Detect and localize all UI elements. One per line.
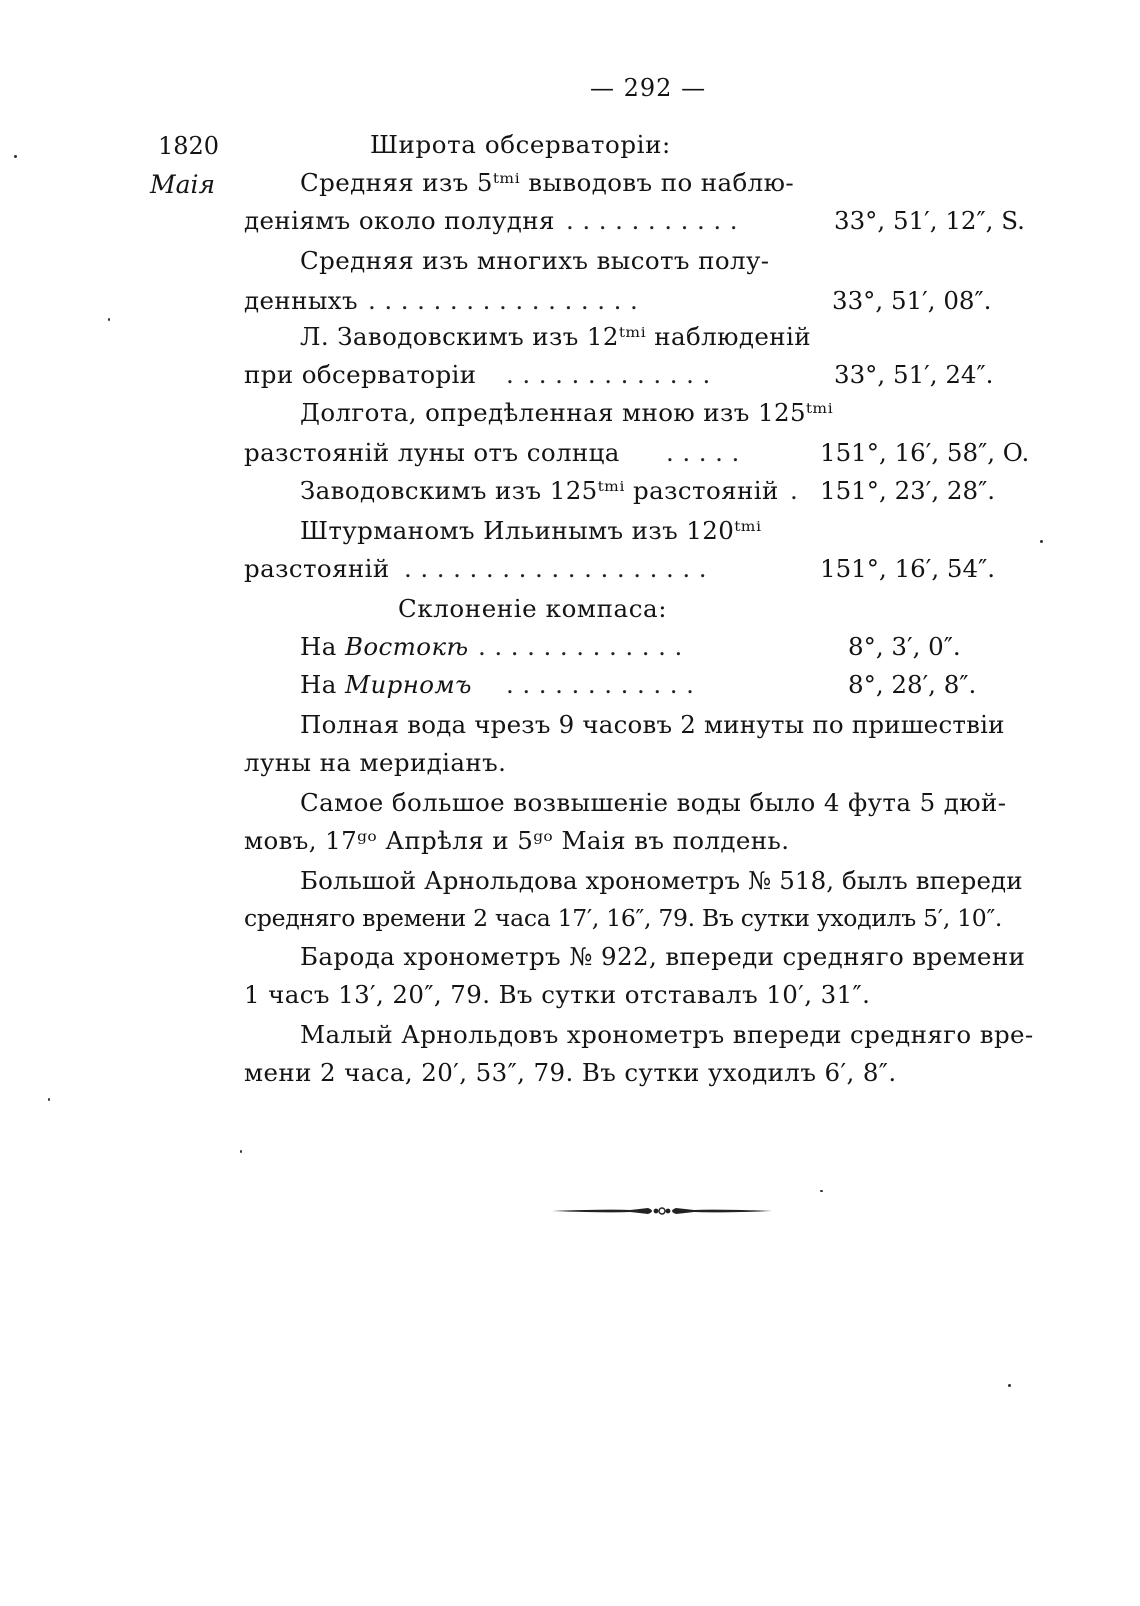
declination-row-1-ship: Востокѣ bbox=[344, 632, 469, 661]
entry-1-value: 33°, 51′, 12″, S. bbox=[834, 206, 1025, 235]
declination-row-2-ship: Мирномъ bbox=[344, 670, 472, 699]
scan-speck bbox=[1040, 540, 1043, 543]
ornamental-rule-icon bbox=[552, 1204, 772, 1218]
scan-speck bbox=[820, 1190, 823, 1192]
paragraph-2-line-1: Самое большое возвышеніе воды было 4 фута 5 дюй- bbox=[300, 788, 1007, 817]
declination-row-2-value: 8°, 28′, 8″. bbox=[848, 670, 977, 699]
paragraph-4-line-2: 1 часъ 13′, 20″, 79. Въ сутки отставалъ 10′, 31″. bbox=[244, 980, 871, 1009]
paragraph-5-line-2: мени 2 часа, 20′, 53″, 79. Въ сутки уходилъ 6′, 8″. bbox=[244, 1058, 897, 1087]
entry-5-value: 151°, 23′, 28″. bbox=[820, 476, 996, 505]
entry-2-line-1: Средняя изъ многихъ высотъ полу- bbox=[300, 246, 770, 275]
entry-2-line-2: денныхъ bbox=[244, 286, 358, 315]
entry-3-leader: . . . . . . . . . . . . . bbox=[506, 360, 711, 389]
scan-speck bbox=[108, 318, 110, 321]
entry-2-value: 33°, 51′, 08″. bbox=[832, 286, 992, 315]
declination-heading: Склоненіе компаса: bbox=[398, 594, 668, 623]
page-number: — 292 — bbox=[590, 74, 707, 102]
entry-1-line-2: деніямъ около полудня bbox=[244, 206, 555, 235]
entry-3-line-2: при обсерваторіи bbox=[244, 360, 477, 389]
entry-6-line-1: Штурманомъ Ильинымъ изъ 120ᵗᵐⁱ bbox=[300, 516, 762, 545]
declination-row-2-prefix: На bbox=[300, 670, 337, 699]
declination-row-1-prefix: На bbox=[300, 632, 337, 661]
paragraph-1-line-2: луны на меридіанъ. bbox=[244, 748, 507, 777]
entry-1-line-1: Средняя изъ 5ᵗᵐⁱ выводовъ по наблю- bbox=[300, 168, 795, 197]
entry-4-leader: . . . . . bbox=[666, 438, 740, 467]
entry-6-leader: . . . . . . . . . . . . . . . . . . . bbox=[404, 554, 707, 583]
entry-5-line-1: Заводовскимъ изъ 125ᵗᵐⁱ разстояній bbox=[300, 476, 779, 505]
entry-2-leader: . . . . . . . . . . . . . . . . . bbox=[368, 286, 639, 315]
entry-1-leader: . . . . . . . . . . . bbox=[566, 206, 738, 235]
entry-4-line-1: Долгота, опредѣленная мною изъ 125ᵗᵐⁱ bbox=[300, 398, 834, 427]
scan-speck bbox=[14, 155, 17, 158]
entry-3-value: 33°, 51′, 24″. bbox=[834, 360, 994, 389]
entry-5-leader: . bbox=[790, 476, 799, 505]
scan-speck bbox=[48, 1098, 50, 1101]
paragraph-3-line-1: Большой Арнольдова хронометръ № 518, былъ впереди bbox=[300, 866, 1023, 895]
entry-4-value: 151°, 16′, 58″, O. bbox=[820, 438, 1030, 467]
entry-6-line-2: разстояній bbox=[244, 554, 390, 583]
paragraph-5-line-1: Малый Арнольдовъ хронометръ впереди средняго вре- bbox=[300, 1020, 1034, 1049]
declination-row-1-leader: . . . . . . . . . . . . . bbox=[478, 632, 683, 661]
margin-year: 1820 bbox=[158, 132, 220, 160]
paragraph-2-line-2: мовъ, 17ᵍᵒ Апрѣля и 5ᵍᵒ Маія въ полдень. bbox=[244, 826, 790, 855]
declination-row-2 bbox=[300, 670, 472, 699]
scan-speck bbox=[1008, 1384, 1011, 1387]
paragraph-3-line-2: средняго времени 2 часа 17′, 16″, 79. Въ сутки уходилъ 5′, 10″. bbox=[244, 904, 1003, 932]
entry-3-line-1: Л. Заводовскимъ изъ 12ᵗᵐⁱ наблюденій bbox=[300, 322, 811, 351]
margin-month: Маія bbox=[150, 170, 216, 199]
scan-speck bbox=[240, 1150, 242, 1153]
paragraph-1-line-1: Полная вода чрезъ 9 часовъ 2 минуты по пришествіи bbox=[300, 710, 1005, 739]
paragraph-4-line-1: Барода хронометръ № 922, впереди средняго времени bbox=[300, 942, 1026, 971]
entry-4-line-2: разстояній луны отъ солнца bbox=[244, 438, 620, 467]
entry-6-value: 151°, 16′, 54″. bbox=[820, 554, 996, 583]
latitude-heading: Широта обсерваторіи: bbox=[370, 130, 671, 159]
declination-row-2-leader: . . . . . . . . . . . . bbox=[506, 670, 695, 699]
declination-row-1-value: 8°, 3′, 0″. bbox=[848, 632, 961, 661]
declination-row-1 bbox=[300, 632, 469, 661]
